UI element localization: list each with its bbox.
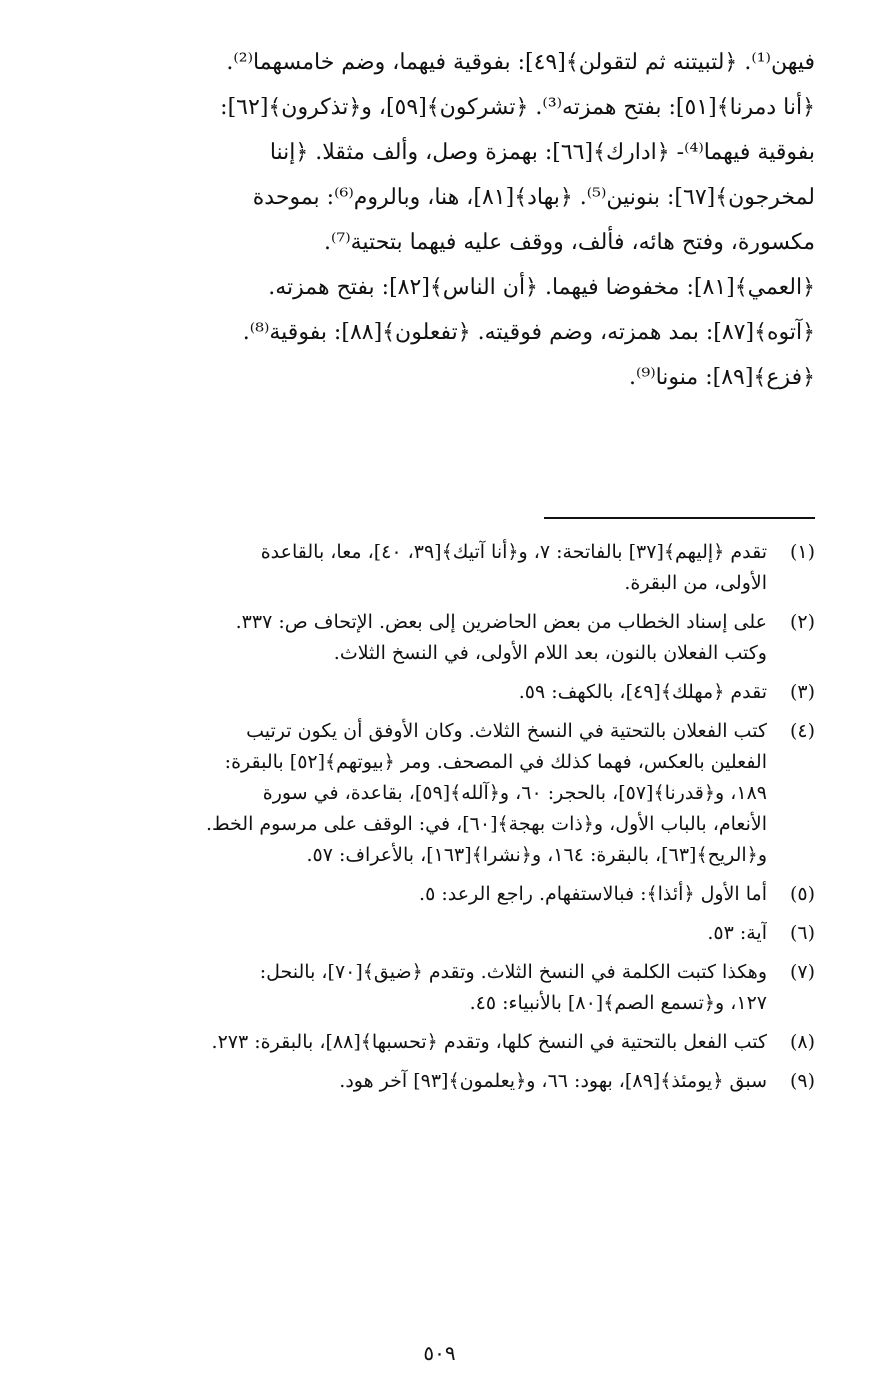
footnote-3 (86, 677, 815, 708)
footnote-number: (١) (789, 541, 815, 563)
main-text-line: ﴿العمي﴾[٨١]: مخفوضا فيهما. ﴿أن الناس﴾[٨٢]: بفتح همزته. (268, 275, 815, 300)
main-text-line: ﴿آتوه﴾[٨٧]: بمد همزته، وضم فوقيته. ﴿تفعلون﴾[٨٨]: بفوقية⁽⁸⁾. (242, 320, 815, 345)
main-text-line: لمخرجون﴾[٦٧]: بنونين⁽⁵⁾. ﴿بهاد﴾[٨١]، هنا، وبالروم⁽⁶⁾: بموحدة (252, 185, 815, 210)
footnote-line: ١٢٧، و﴿تسمع الصم﴾[٨٠] بالأنبياء: ٤٥. (469, 992, 767, 1014)
main-text-line: ﴿أنا دمرنا﴾[٥١]: بفتح همزته⁽³⁾. ﴿تشركون﴾[٥٩]، و﴿تذكرون﴾[٦٢]: (220, 95, 815, 120)
footnote-number: (٣) (789, 681, 815, 703)
footnote-2 (86, 607, 815, 669)
main-text-line: مكسورة، وفتح هائه، فألف، ووقف عليه فيهما بتحتية⁽⁷⁾. (323, 230, 815, 255)
footnote-line: آية: ٥٣. (707, 922, 767, 944)
footnote-line: أما الأول ﴿أئذا﴾: فبالاستفهام. راجع الرعد: ٥. (419, 883, 767, 905)
footnote-line: الأنعام، بالباب الأول، و﴿ذات بهجة﴾[٦٠]، في: الوقف على مرسوم الخط. (205, 813, 767, 835)
footnote-line: سبق ﴿يومئذ﴾[٨٩]، بهود: ٦٦، و﴿يعلمون﴾[٩٣] آخر هود. (339, 1070, 767, 1092)
main-text-line: ﴿فزع﴾[٨٩]: منونا⁽⁹⁾. (628, 365, 815, 390)
book-page (86, 40, 815, 1349)
footnote-number: (٧) (789, 961, 815, 983)
footnote-number: (٤) (789, 720, 815, 742)
footnote-line: تقدم ﴿إليهم﴾[٣٧] بالفاتحة: ٧، و﴿أنا آتيك﴾[٣٩، ٤٠]، معا، بالقاعدة (260, 541, 767, 563)
footnote-number: (٨) (789, 1031, 815, 1053)
footnote-line: كتب الفعل بالتحتية في النسخ كلها، وتقدم ﴿تحسبها﴾[٨٨]، بالبقرة: ٢٧٣. (211, 1031, 767, 1053)
footnote-line: وكتب الفعلان بالنون، بعد اللام الأولى، في النسخ الثلاث. (333, 642, 767, 664)
footnote-4 (86, 716, 815, 871)
footnote-number: (٩) (789, 1070, 815, 1092)
main-text-line: بفوقية فيهما⁽⁴⁾- ﴿ادارك﴾[٦٦]: بهمزة وصل، وألف مثقلا. ﴿إننا (269, 140, 815, 165)
footnote-number: (٥) (789, 883, 815, 905)
page-number: ٥٠٩ (423, 1341, 456, 1365)
footnote-9 (86, 1066, 815, 1097)
footnote-number: (٦) (789, 922, 815, 944)
footnote-line: كتب الفعلان بالتحتية في النسخ الثلاث. وكان الأوفق أن يكون ترتيب (246, 720, 767, 742)
footnote-6 (86, 918, 815, 949)
footnote-line: الأولى، من البقرة. (624, 572, 767, 594)
footnote-line: وهكذا كتبت الكلمة في النسخ الثلاث. وتقدم ﴿ضيق﴾[٧٠]، بالنحل: (259, 961, 767, 983)
footnote-5 (86, 879, 815, 910)
footnote-line: الفعلين بالعكس، فهما كذلك في المصحف. ومر ﴿بيوتهم﴾[٥٢] بالبقرة: (224, 751, 767, 773)
main-text-line: فيهن⁽¹⁾. ﴿لتبيتنه ثم لتقولن﴾[٤٩]: بفوقية فيهما، وضم خامسهما⁽²⁾. (226, 50, 815, 75)
footnote-line: تقدم ﴿مهلك﴾[٤٩]، بالكهف: ٥٩. (518, 681, 767, 703)
footnotes-section (86, 537, 815, 1105)
footnote-line: على إسناد الخطاب من بعض الحاضرين إلى بعض. الإتحاف ص: ٣٣٧. (235, 611, 767, 633)
footnote-separator (544, 517, 815, 519)
main-text-block (86, 40, 815, 400)
footnote-1 (86, 537, 815, 599)
footnote-line: ١٨٩، و﴿قدرنا﴾[٥٧]، بالحجر: ٦٠، و﴿آلله﴾[٥٩]، بقاعدة، في سورة (262, 782, 767, 804)
footnote-7 (86, 957, 815, 1019)
footnote-8 (86, 1027, 815, 1058)
footnote-number: (٢) (789, 611, 815, 633)
footnote-line: و﴿الريح﴾[٦٣]، بالبقرة: ١٦٤، و﴿نشرا﴾[١٦٣]، بالأعراف: ٥٧. (306, 844, 767, 866)
